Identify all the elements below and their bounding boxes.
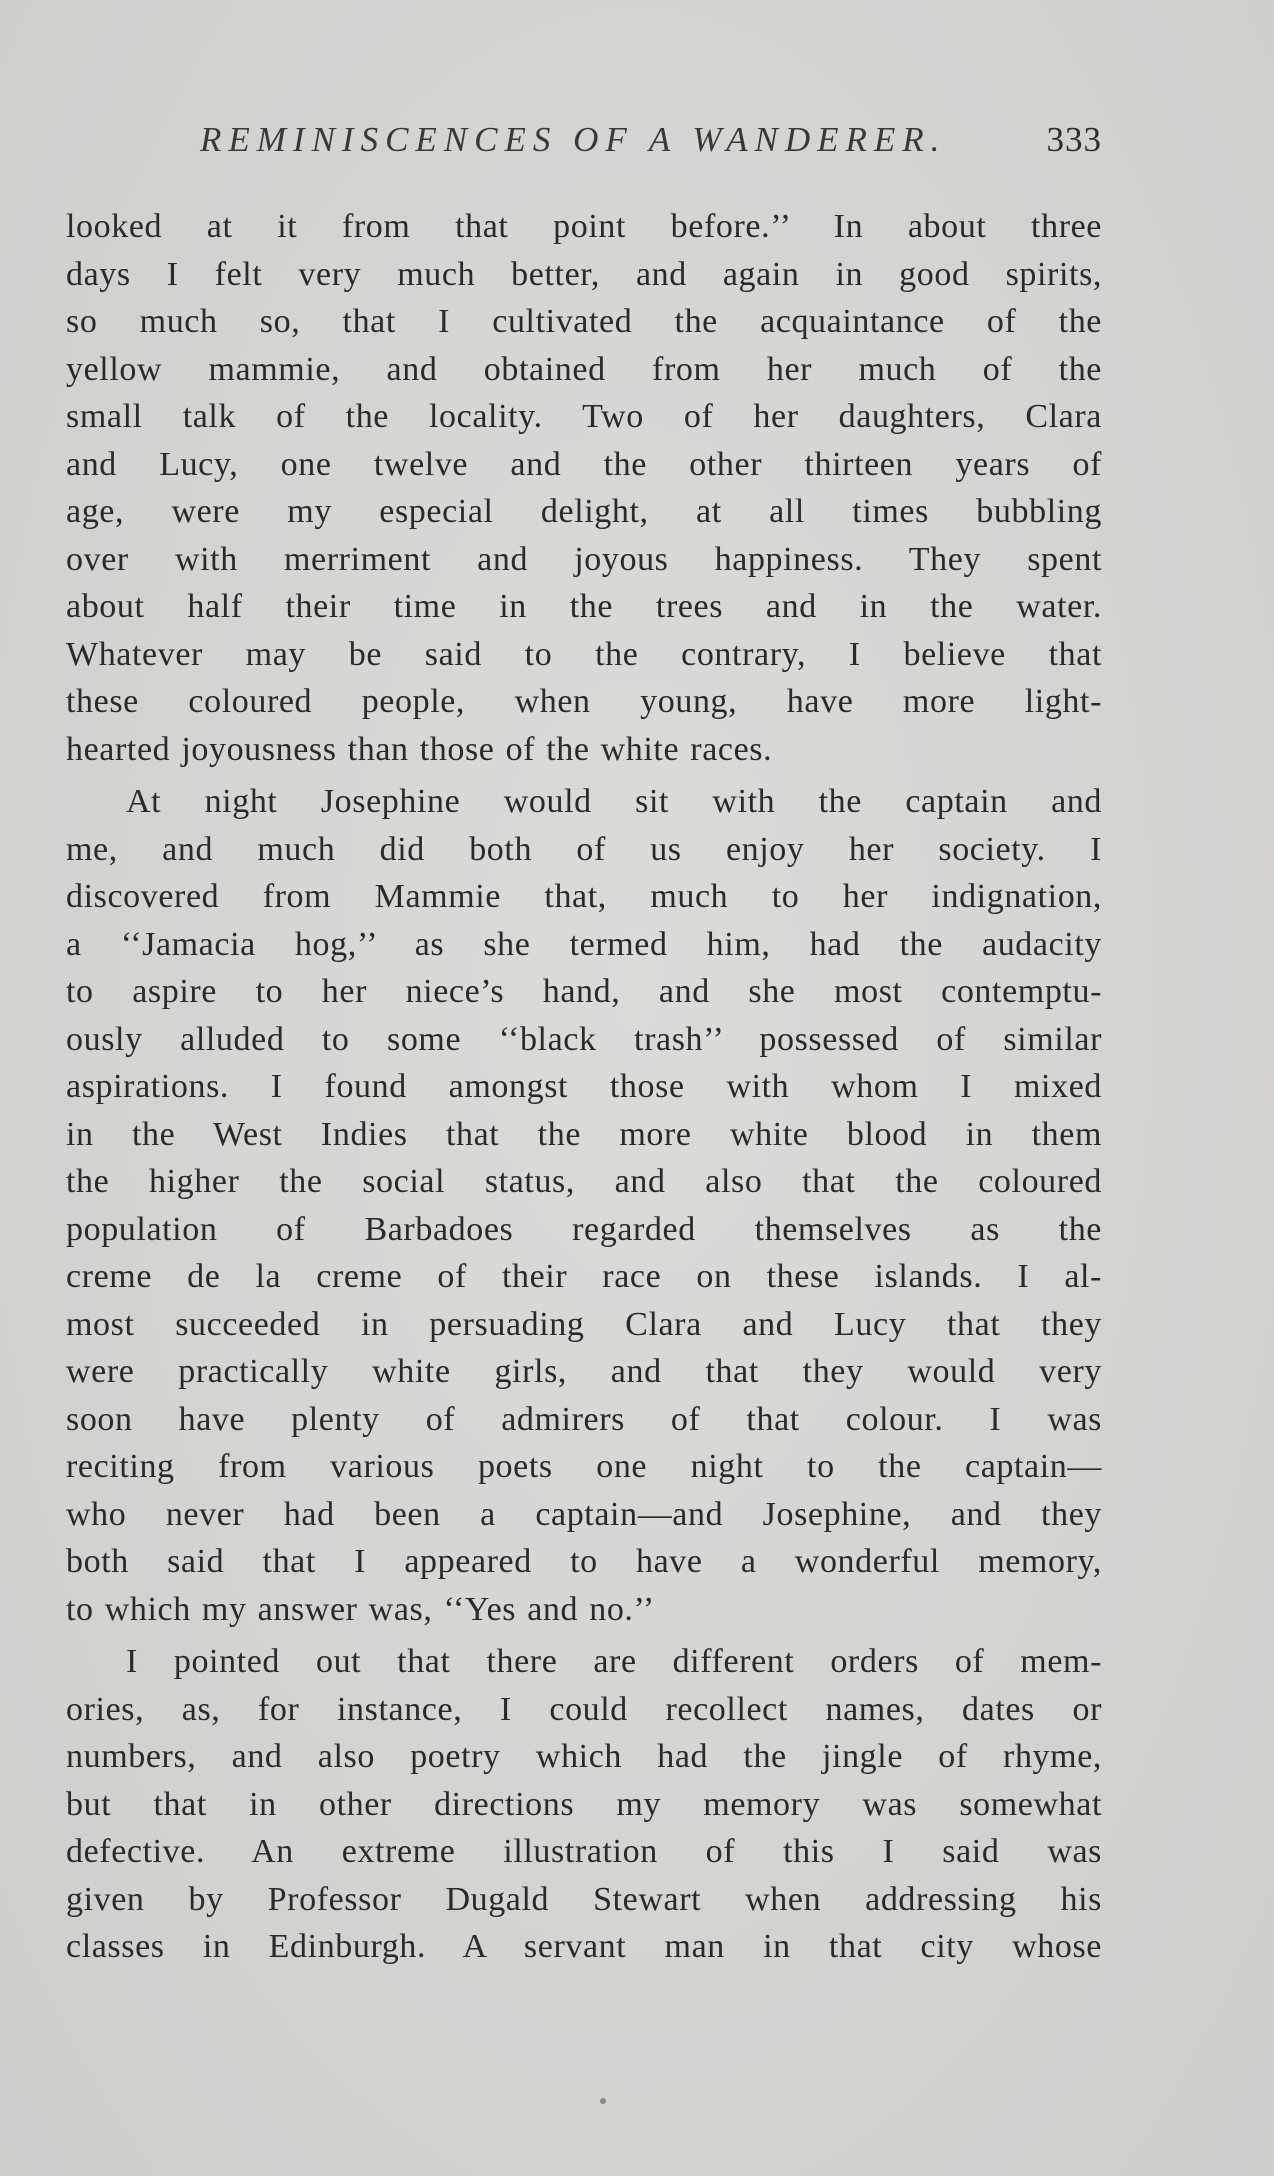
text-line: small talk of the locality. Two of her daughters, Clara xyxy=(66,398,1102,435)
text-line: who never had been a captain—and Josephine, and they xyxy=(66,1495,1102,1533)
text-line: classes in Edinburgh. A servant man in that city whose xyxy=(66,1928,1102,1965)
text-line: age, were my especial delight, at all times bubbling xyxy=(66,493,1102,530)
text-line: in the West Indies that the more white blood in them xyxy=(66,1115,1102,1153)
text-line: to aspire to her niece’s hand, and she most contemptu- xyxy=(66,973,1102,1010)
text-line: hearted joyousness than those of the white races. xyxy=(66,730,773,768)
page-header xyxy=(66,120,1102,180)
paragraph-2 xyxy=(66,778,1102,1633)
text-line: ories, as, for instance, I could recollect names, dates or xyxy=(66,1690,1102,1728)
text-line: both said that I appeared to have a wonderful memory, xyxy=(66,1543,1102,1580)
text-line: so much so, that I cultivated the acquaintance of the xyxy=(66,303,1102,340)
page-number: 333 xyxy=(1046,120,1102,159)
text-line: Whatever may be said to the contrary, I believe that xyxy=(66,635,1102,673)
text-line: ously alluded to some ‘‘black trash’’ possessed of similar xyxy=(66,1020,1102,1058)
text-line: reciting from various poets one night to the captain— xyxy=(66,1448,1102,1485)
running-title: REMINISCENCES OF A WANDERER. xyxy=(200,120,947,159)
text-line: given by Professor Dugald Stewart when addressing his xyxy=(66,1880,1102,1918)
text-line: days I felt very much better, and again in good spirits, xyxy=(66,255,1102,293)
text-line: to which my answer was, ‘‘Yes and no.’’ xyxy=(66,1590,655,1628)
text-line: discovered from Mammie that, much to her indignation, xyxy=(66,878,1102,915)
text-line: me, and much did both of us enjoy her society. I xyxy=(66,830,1102,868)
text-line: defective. An extreme illustration of this I said was xyxy=(66,1833,1102,1870)
paper-speck xyxy=(600,2098,606,2104)
paragraph-3 xyxy=(66,1638,1102,1971)
text-line: yellow mammie, and obtained from her much of the xyxy=(66,350,1102,388)
text-line: I pointed out that there are different orders of mem- xyxy=(126,1643,1102,1680)
text-line: looked at it from that point before.’’ In about three xyxy=(66,208,1102,245)
text-line: the higher the social status, and also that the coloured xyxy=(66,1163,1102,1200)
text-line: numbers, and also poetry which had the jingle of rhyme, xyxy=(66,1738,1102,1775)
text-line: over with merriment and joyous happiness. They spent xyxy=(66,540,1102,578)
text-line: these coloured people, when young, have more light- xyxy=(66,683,1102,720)
body-text xyxy=(66,203,1102,1976)
text-line: most succeeded in persuading Clara and Lucy that they xyxy=(66,1305,1102,1343)
text-line: At night Josephine would sit with the captain and xyxy=(126,783,1102,820)
text-line: were practically white girls, and that they would very xyxy=(66,1353,1102,1390)
text-line: aspirations. I found amongst those with whom I mixed xyxy=(66,1068,1102,1105)
text-line: population of Barbadoes regarded themselves as the xyxy=(66,1210,1102,1248)
text-line: a ‘‘Jamacia hog,’’ as she termed him, had the audacity xyxy=(66,925,1102,963)
text-line: but that in other directions my memory was somewhat xyxy=(66,1785,1102,1823)
paragraph-1 xyxy=(66,203,1102,773)
text-line: soon have plenty of admirers of that colour. I was xyxy=(66,1400,1102,1438)
text-line: and Lucy, one twelve and the other thirteen years of xyxy=(66,445,1102,483)
text-line: about half their time in the trees and in the water. xyxy=(66,588,1102,625)
text-line: creme de la creme of their race on these islands. I al- xyxy=(66,1258,1102,1295)
